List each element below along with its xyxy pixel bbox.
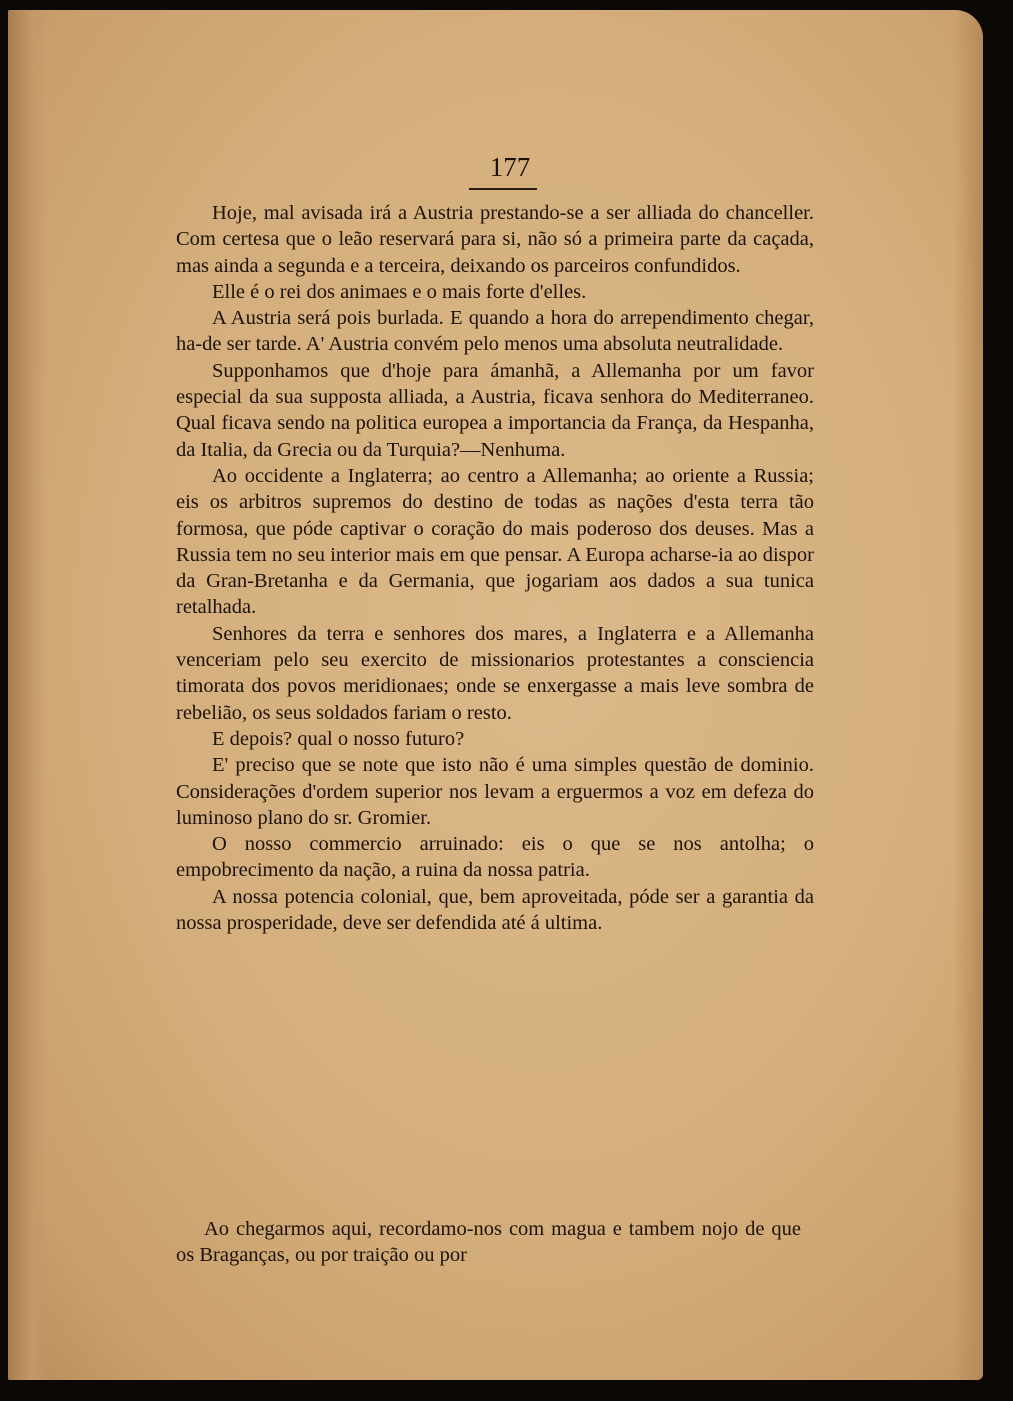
closing-paragraph: Ao chegarmos aqui, recordamo-nos com magua e tambem nojo de que os Braganças, ou por traição ou por: [176, 1218, 801, 1267]
page-number: 177: [489, 152, 531, 182]
paragraph: Hoje, mal avisada irá a Austria prestando-se a ser alliada do chanceller. Com certesa que o leão reservará para si, não só a primeira parte da caçada, mas ainda a segunda e a terceira, deixando os parceiros confundidos.: [176, 202, 814, 277]
page-number-rule: [469, 188, 537, 190]
closing-text: [176, 1216, 801, 1269]
paragraph: O nosso commercio arruinado: eis o que se nos antolha; o empobrecimento da nação, a ruina da nossa patria.: [176, 833, 814, 882]
paragraph: Senhores da terra e senhores dos mares, a Inglaterra e a Allemanha venceriam pelo seu exercito de missionarios protestantes a consciencia timorata dos povos meridionaes; onde se enxergasse a mais leve sombra de rebelião, os seus soldados fariam o resto.: [176, 622, 814, 724]
paragraph: E' preciso que se note que isto não é uma simples questão de dominio. Considerações d'ordem superior nos levam a erguermos a voz em defeza do luminoso plano do sr. Gromier.: [176, 754, 814, 829]
paragraph: E depois? qual o nosso futuro?: [212, 727, 465, 750]
page-right-shadow: [953, 10, 983, 1380]
paragraph: A Austria será pois burlada. E quando a hora do arrependimento chegar, ha-de ser tarde. A' Austria convém pelo menos uma absoluta neutralidade.: [176, 307, 814, 356]
page-left-shadow: [8, 10, 48, 1380]
body-text: [176, 200, 814, 936]
paragraph: Ao occidente a Inglaterra; ao centro a Allemanha; ao oriente a Russia; eis os arbitros supremos do destino de todas as nações d'esta terra tão formosa, que póde captivar o coração do mais poderoso dos deuses. Mas a Russia tem no seu interior mais em que pensar. A Europa acharse-ia ao dispor da Gran-Bretanha e da Germania, que jogariam aos dados a sua tunica retalhada.: [176, 464, 814, 619]
book-page: [8, 10, 983, 1380]
paragraph: A nossa potencia colonial, que, bem aproveitada, póde ser a garantia da nossa prosperidade, deve ser defendida até á ultima.: [176, 885, 814, 935]
paragraph: Elle é o rei dos animaes e o mais forte d'elles.: [212, 280, 587, 303]
paragraph: Supponhamos que d'hoje para ámanhã, a Allemanha por um favor especial da sua supposta alliada, a Austria, ficava senhora do Mediterraneo. Qual ficava sendo na politica europea a importancia da França, da Hespanha, da Italia, da Grecia ou da Turquia?—Nenhuma.: [176, 359, 814, 461]
